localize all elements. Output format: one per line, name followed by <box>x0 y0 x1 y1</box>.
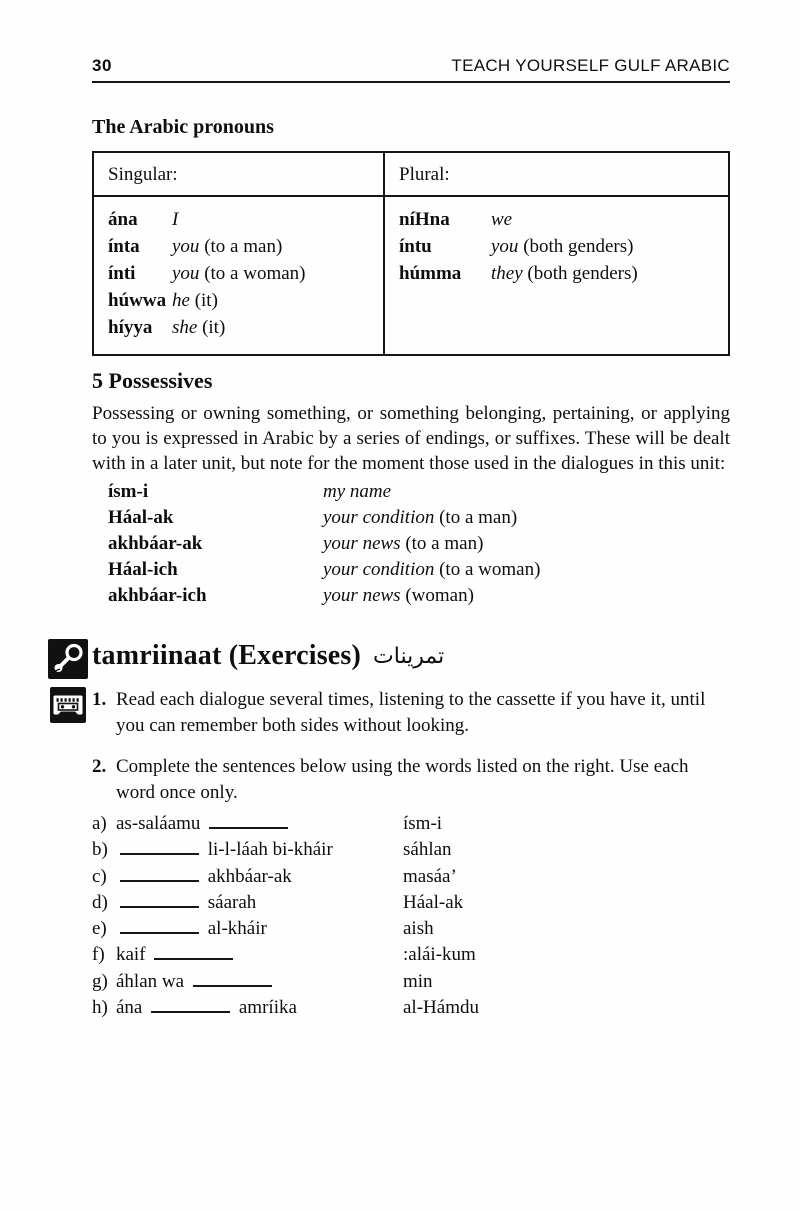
plural-column-body <box>385 197 728 300</box>
fill-in-letter: c) <box>92 865 107 887</box>
fill-in-letter: a) <box>92 813 107 834</box>
word-bank-item: ísm-i <box>403 813 443 834</box>
pronoun-term: ínti <box>108 263 136 284</box>
pronoun-meaning: they (both genders) <box>491 263 638 284</box>
pronoun-term: húwwa <box>108 290 167 311</box>
fill-in-letter: f) <box>92 944 105 966</box>
possessive-row <box>108 583 730 609</box>
fill-in-letter: e) <box>92 918 107 940</box>
plural-column-header: Plural: <box>385 153 728 197</box>
pronoun-meaning: we <box>491 209 513 230</box>
word-bank-item: aish <box>403 918 434 940</box>
fill-in-sentence: g) áhlan wa <box>92 969 403 995</box>
pronoun-meaning: he (it) <box>172 290 218 311</box>
pronouns-table <box>92 151 730 356</box>
fill-in-row <box>92 864 730 890</box>
possessive-term: akhbáar-ich <box>108 585 207 606</box>
exercise-instruction: 1. Read each dialogue several times, listening to the cassette if you have it, until you can remember both sides without looking. <box>92 689 706 736</box>
word-bank-item: min <box>403 970 433 992</box>
fill-in-row <box>92 837 730 863</box>
fill-in-row <box>92 890 730 916</box>
fill-in-sentence: a) as-saláamu <box>92 811 403 837</box>
exercise-number: 2. <box>92 756 107 777</box>
fill-in-sentence: c) akhbáar-ak <box>92 864 403 890</box>
fill-in-row <box>92 969 730 995</box>
possessive-row <box>108 505 730 531</box>
possessive-term: ísm-i <box>108 481 149 502</box>
fill-in-letter: g) <box>92 970 108 992</box>
pronoun-meaning: you (to a man) <box>172 236 283 257</box>
fill-in-row <box>92 916 730 942</box>
fill-in-sentence: e) al-kháir <box>92 916 403 942</box>
page-number: 30 <box>92 56 112 75</box>
fill-in-blank <box>120 921 199 934</box>
possessive-term: akhbáar-ak <box>108 533 203 554</box>
possessive-meaning: your condition (to a woman) <box>323 559 541 580</box>
fill-in-blank <box>120 842 199 855</box>
fill-in-exercise-list <box>92 811 730 1021</box>
possessive-term: Háal-ich <box>108 559 178 580</box>
word-bank-item: Háal-ak <box>403 891 464 913</box>
fill-in-blank <box>209 816 288 829</box>
exercise-number: 1. <box>92 689 107 710</box>
pronoun-meaning: she (it) <box>172 317 226 338</box>
fill-in-blank <box>151 1000 230 1013</box>
word-bank-item: sáhlan <box>403 839 452 861</box>
fill-in-blank <box>120 895 199 908</box>
pronoun-meaning: you (to a woman) <box>172 263 306 284</box>
section-heading-possessives: 5 Possessives <box>92 368 213 393</box>
fill-in-blank <box>193 974 272 987</box>
pronoun-row <box>108 260 369 287</box>
pronoun-term: ínta <box>108 236 140 257</box>
exercise-instruction: 2. Complete the sentences below using the words listed on the right. Use each word once only. <box>92 756 689 803</box>
singular-column-body <box>94 197 383 354</box>
cassette-icon <box>50 687 86 723</box>
fill-in-row <box>92 811 730 837</box>
pronoun-meaning: you (both genders) <box>491 236 634 257</box>
fill-in-letter: h) <box>92 997 108 1019</box>
fill-in-sentence: f) kaif <box>92 942 403 968</box>
pronoun-term: húmma <box>399 263 462 284</box>
word-bank-item: masáa’ <box>403 865 457 887</box>
pronoun-meaning: I <box>172 209 179 230</box>
pronoun-row <box>108 206 369 233</box>
word-bank-item: :alái-kum <box>403 944 476 966</box>
exercises-heading-row <box>92 640 730 672</box>
pronoun-term: híyya <box>108 317 153 338</box>
exercises-heading-arabic: تمرينات <box>373 644 445 669</box>
singular-column-header: Singular: <box>94 153 383 197</box>
pronoun-term: ána <box>108 209 138 230</box>
possessives-list <box>108 479 730 609</box>
exercises-heading: tamriinaat (Exercises) <box>92 640 362 671</box>
possessive-row <box>108 557 730 583</box>
exercises-section <box>92 640 730 1021</box>
possessive-meaning: my name <box>323 481 392 502</box>
pronoun-row <box>399 206 714 233</box>
word-bank-item: al-Hámdu <box>403 997 479 1019</box>
pronoun-row <box>399 260 714 287</box>
pronouns-table-singular-column <box>94 153 383 354</box>
possessive-meaning: your news (woman) <box>323 585 474 606</box>
fill-in-row <box>92 942 730 968</box>
possessive-term: Háal-ak <box>108 507 174 528</box>
fill-in-blank <box>154 947 233 960</box>
pronoun-term: níHna <box>399 209 450 230</box>
fill-in-sentence: d) sáarah <box>92 890 403 916</box>
pronoun-row <box>108 233 369 260</box>
fill-in-sentence: b) li-l-láah bi-kháir <box>92 837 403 863</box>
fill-in-blank <box>120 869 199 882</box>
pronoun-term: íntu <box>399 236 432 257</box>
possessive-row <box>108 479 730 505</box>
possessive-meaning: your news (to a man) <box>323 533 484 554</box>
possessives-paragraph: Possessing or owning something, or something belonging, pertaining, or applying to you is expressed in Arabic by a series of endings, or suffixes. These will be dealt with in a later unit, but note for the moment those used in the dialogues in this unit: <box>92 403 730 474</box>
fill-in-letter: b) <box>92 839 108 861</box>
running-head <box>92 56 730 83</box>
pronoun-row <box>108 287 369 314</box>
fill-in-row <box>92 995 730 1021</box>
possessive-meaning: your condition (to a man) <box>323 507 518 528</box>
fill-in-sentence: h) ána amríika <box>92 995 403 1021</box>
fill-in-letter: d) <box>92 891 108 913</box>
pronoun-row <box>399 233 714 260</box>
running-head-title: TEACH YOURSELF GULF ARABIC <box>451 56 730 75</box>
exercise-instructions <box>92 687 730 806</box>
pronouns-table-plural-column <box>383 153 728 354</box>
section-heading-arabic-pronouns: The Arabic pronouns <box>92 116 274 138</box>
possessive-row <box>108 531 730 557</box>
pronoun-row <box>108 314 369 341</box>
magnifier-icon <box>48 639 88 679</box>
